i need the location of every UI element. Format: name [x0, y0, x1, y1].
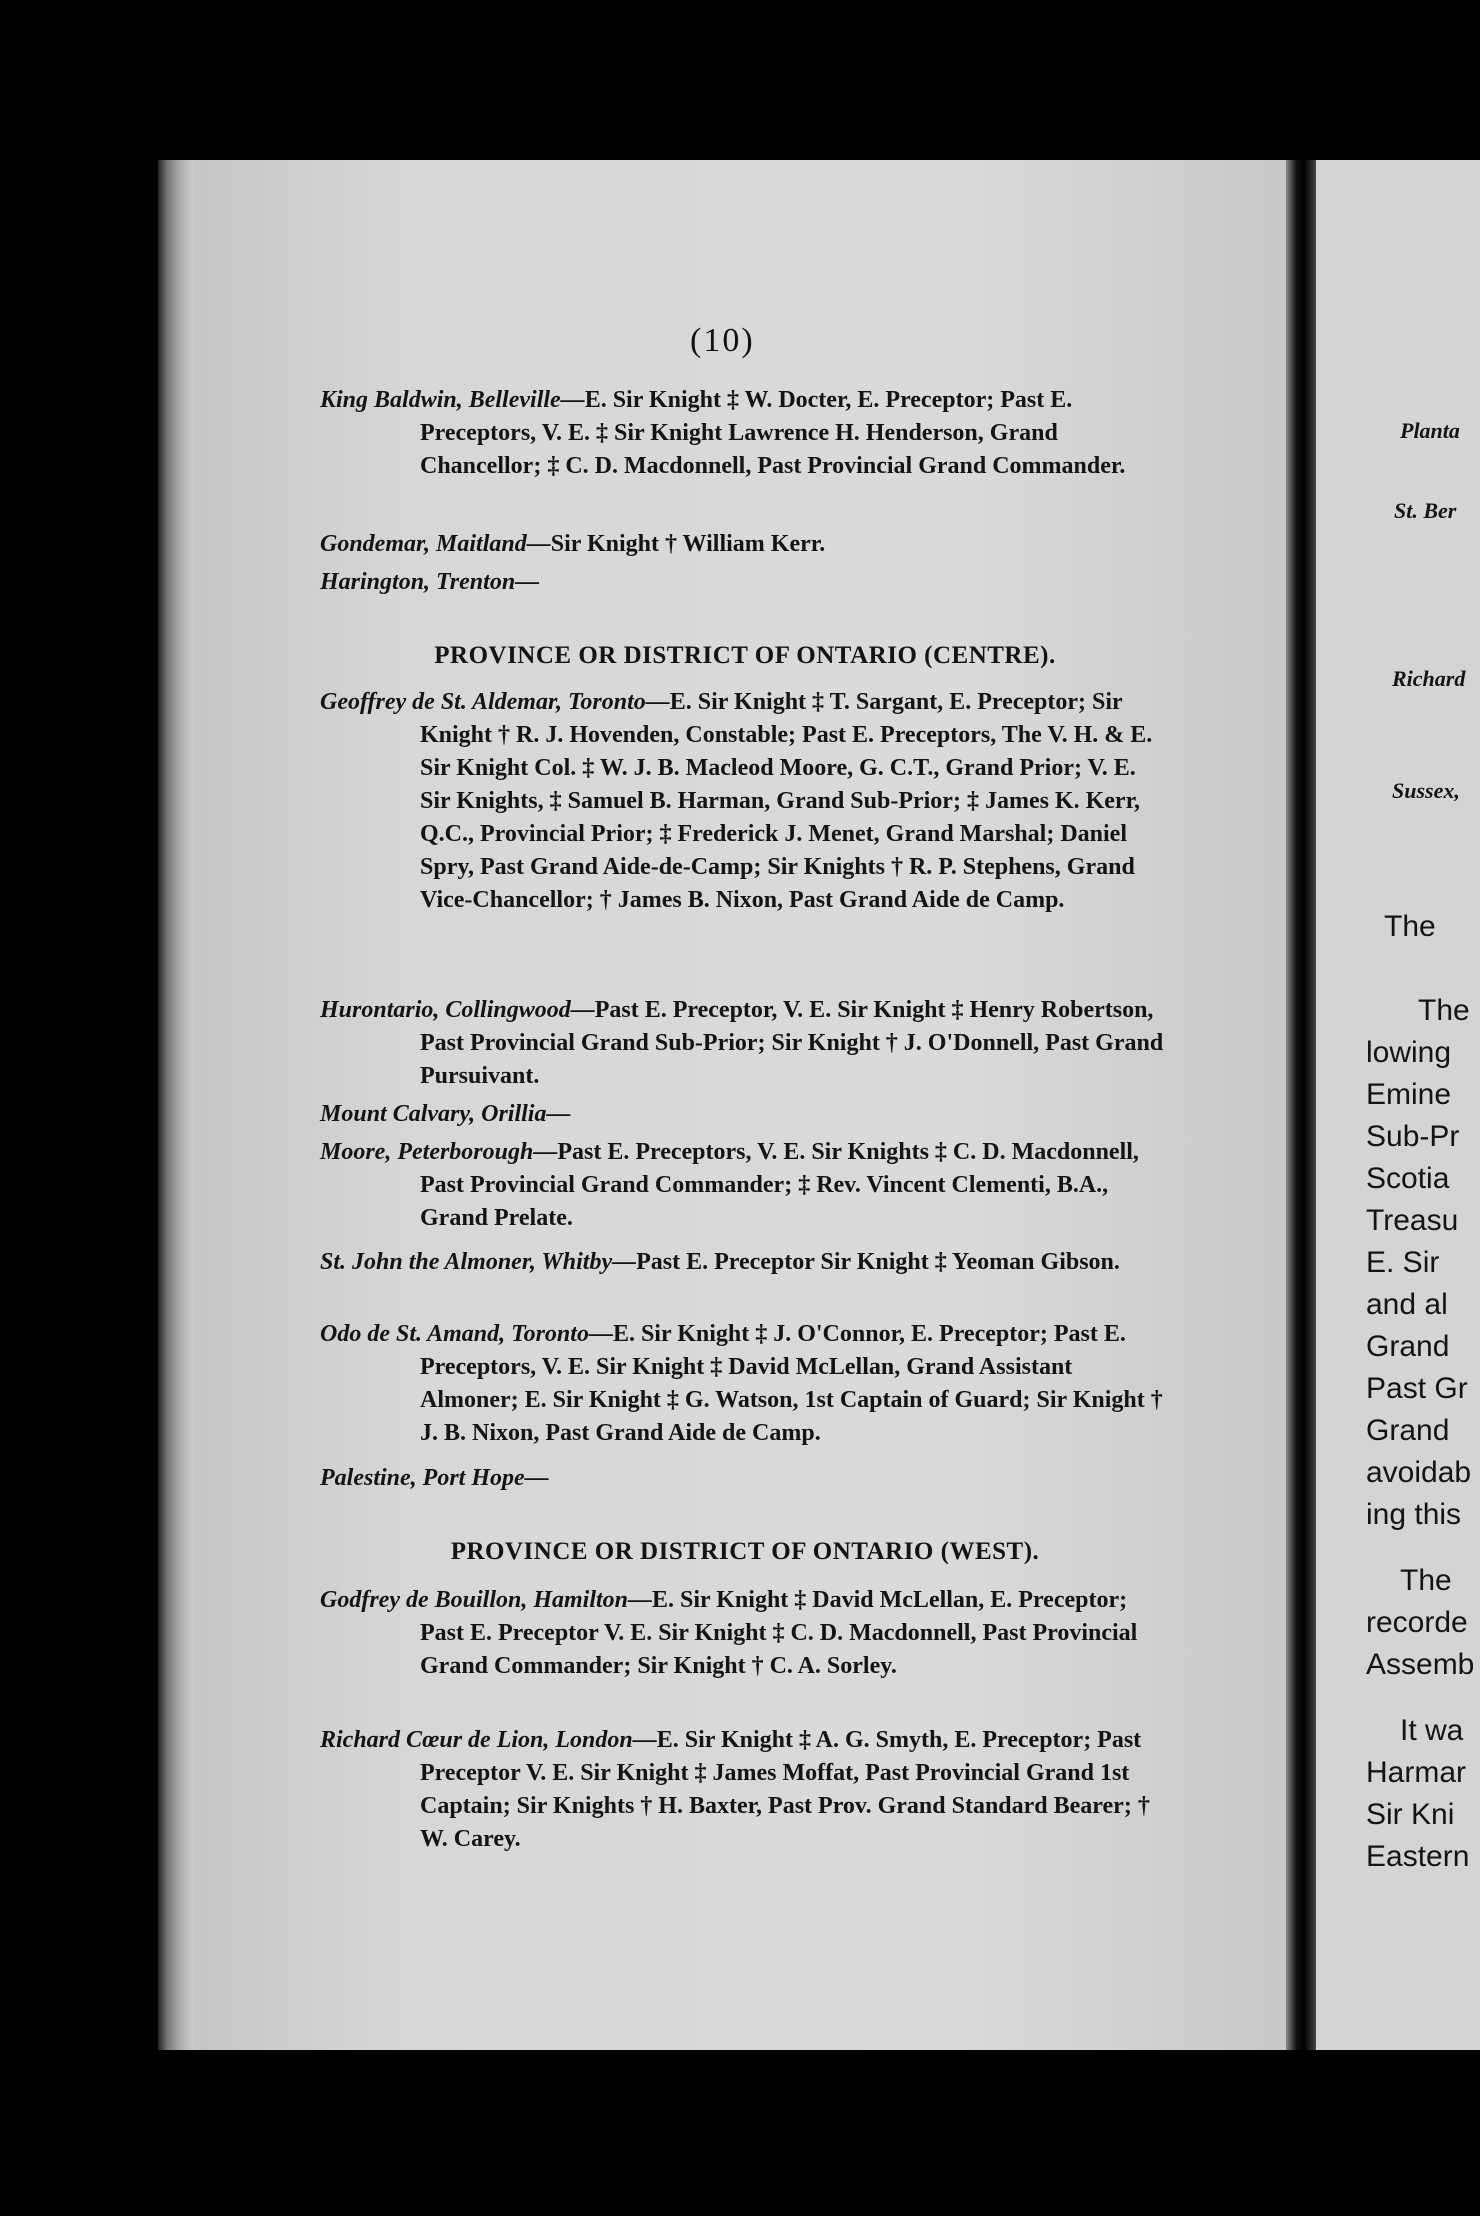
entry-st-john-the-almoner: [320, 1246, 1170, 1279]
entry-text: Past E. Preceptors, V. E. Sir Knights ‡ C. D. Macdonnell, Past Provincial Grand Commander; ‡ Rev. Vincent Clementi, B.A., Grand Prelate.: [420, 1139, 1139, 1231]
right-italic-label: St. Ber: [1394, 498, 1457, 523]
entry-palestine: [320, 1462, 1170, 1495]
entry-text: Past E. Preceptor, V. E. Sir Knight ‡ Henry Robertson, Past Provincial Grand Sub-Prior; Sir Knight † J. O'Donnell, Past Grand Pursuivant.: [420, 997, 1164, 1089]
right-text-line: and al: [1366, 1288, 1448, 1321]
left-binding-shadow: [158, 160, 194, 2050]
entry-name: Godfrey de Bouillon, Hamilton—: [320, 1587, 653, 1613]
entry-name: Harington, Trenton—: [320, 569, 540, 595]
right-text-line: It wa: [1400, 1714, 1464, 1747]
entry-name: Palestine, Port Hope—: [320, 1465, 549, 1491]
right-text-line: Sir Kni: [1366, 1798, 1455, 1831]
entry-text: Past E. Preceptor Sir Knight ‡ Yeoman Gibson.: [636, 1249, 1120, 1275]
entry-geoffrey-de-st-aldemar: [320, 686, 1170, 917]
entry-godfrey-de-bouillon: [320, 1584, 1170, 1683]
entry-name: Odo de St. Amand, Toronto—: [320, 1321, 613, 1347]
entry-richard-coeur-de-lion: [320, 1724, 1170, 1856]
page-number: (10): [690, 322, 755, 359]
entry-text: E. Sir Knight ‡ J. O'Connor, E. Preceptor; Past E. Preceptors, V. E. Sir Knight ‡ David McLellan, Grand Assistant Almoner; E. Sir Knight ‡ G. Watson, 1st Captain of Guard; Sir Knight † J. B. Nixon, Past Grand Aide de Camp.: [420, 1321, 1163, 1446]
entry-name: Geoffrey de St. Aldemar, Toronto—: [320, 689, 670, 715]
entry-text: E. Sir Knight ‡ T. Sargant, E. Preceptor; Sir Knight † R. J. Hovenden, Constable; Past E. Preceptors, The V. H. & E. Sir Knight Col. ‡ W. J. B. Macleod Moore, G. C.T., Grand Prior; V. E. Sir Knights, ‡ Samuel B. Harman, Grand Sub-Prior; ‡ James K. Kerr, Q.C., Provincial Prior; ‡ Frederick J. Menet, Grand Marshal; Daniel Spry, Past Grand Aide-de-Camp; Sir Knights † R. P. Stephens, Grand Vice-Chancellor; † James B. Nixon, Past Grand Aide de Camp.: [420, 689, 1153, 913]
entry-text: E. Sir Knight ‡ David McLellan, E. Preceptor; Past E. Preceptor V. E. Sir Knight ‡ C. D. Macdonnell, Past Provincial Grand Commander; Sir Knight † C. A. Sorley.: [420, 1587, 1138, 1679]
entry-name: Gondemar, Maitland—: [320, 531, 551, 557]
entry-harington: [320, 566, 1170, 599]
right-text-line: lowing: [1366, 1036, 1452, 1069]
entry-text: E. Sir Knight ‡ W. Docter, E. Preceptor; Past E. Preceptors, V. E. ‡ Sir Knight Lawrence H. Henderson, Grand Chancellor; ‡ C. D. Macdonnell, Past Provincial Grand Commander.: [420, 387, 1126, 479]
entry-hurontario: [320, 994, 1170, 1093]
right-text-line: The: [1418, 994, 1470, 1027]
entry-name: King Baldwin, Belleville—: [320, 387, 585, 413]
heading-ontario-centre: PROVINCE OR DISTRICT OF ONTARIO (CENTRE).: [434, 642, 1056, 669]
right-text-line: Grand: [1366, 1414, 1450, 1447]
right-text-line: The: [1384, 910, 1436, 943]
entry-name: Richard Cœur de Lion, London—: [320, 1727, 657, 1753]
entry-text: E. Sir Knight ‡ A. G. Smyth, E. Preceptor; Past Preceptor V. E. Sir Knight ‡ James Moffat, Past Provincial Grand 1st Captain; Sir Knights † H. Baxter, Past Prov. Grand Standard Bearer; † W. Carey.: [420, 1727, 1150, 1852]
entry-name: Moore, Peterborough—: [320, 1139, 558, 1165]
entry-odo-de-st-amand: [320, 1318, 1170, 1450]
right-text-line: Treasu: [1366, 1204, 1459, 1237]
right-text-line: Assemb: [1366, 1648, 1475, 1681]
right-text-line: Emine: [1366, 1078, 1452, 1111]
entry-gondemar: [320, 528, 1170, 561]
entry-name: St. John the Almoner, Whitby—: [320, 1249, 637, 1275]
right-text-line: The: [1400, 1564, 1452, 1597]
right-text-line: Sub-Pr: [1366, 1120, 1460, 1153]
right-text-line: Grand: [1366, 1330, 1450, 1363]
entry-mount-calvary: [320, 1098, 1170, 1131]
right-text-line: avoidab: [1366, 1456, 1472, 1489]
entry-name: Mount Calvary, Orillia—: [320, 1101, 571, 1127]
right-text-line: E. Sir: [1366, 1246, 1440, 1279]
right-italic-label: Richard: [1392, 666, 1466, 691]
right-italic-label: Planta: [1400, 418, 1460, 443]
book-spine: [1286, 160, 1316, 2050]
right-text-line: recorde: [1366, 1606, 1468, 1639]
right-text-line: ing this: [1366, 1498, 1462, 1531]
entry-name: Hurontario, Collingwood—: [320, 997, 595, 1023]
right-text-line: Past Gr: [1366, 1372, 1468, 1405]
entry-moore: [320, 1136, 1170, 1235]
entry-king-baldwin: [320, 384, 1170, 483]
heading-ontario-west: PROVINCE OR DISTRICT OF ONTARIO (WEST).: [450, 1538, 1040, 1565]
right-text-line: Eastern: [1366, 1840, 1470, 1873]
right-text-line: Harmar: [1366, 1756, 1467, 1789]
right-text-line: Scotia: [1366, 1162, 1450, 1195]
entry-text: Sir Knight † William Kerr.: [550, 531, 826, 557]
right-italic-label: Sussex,: [1392, 778, 1460, 803]
